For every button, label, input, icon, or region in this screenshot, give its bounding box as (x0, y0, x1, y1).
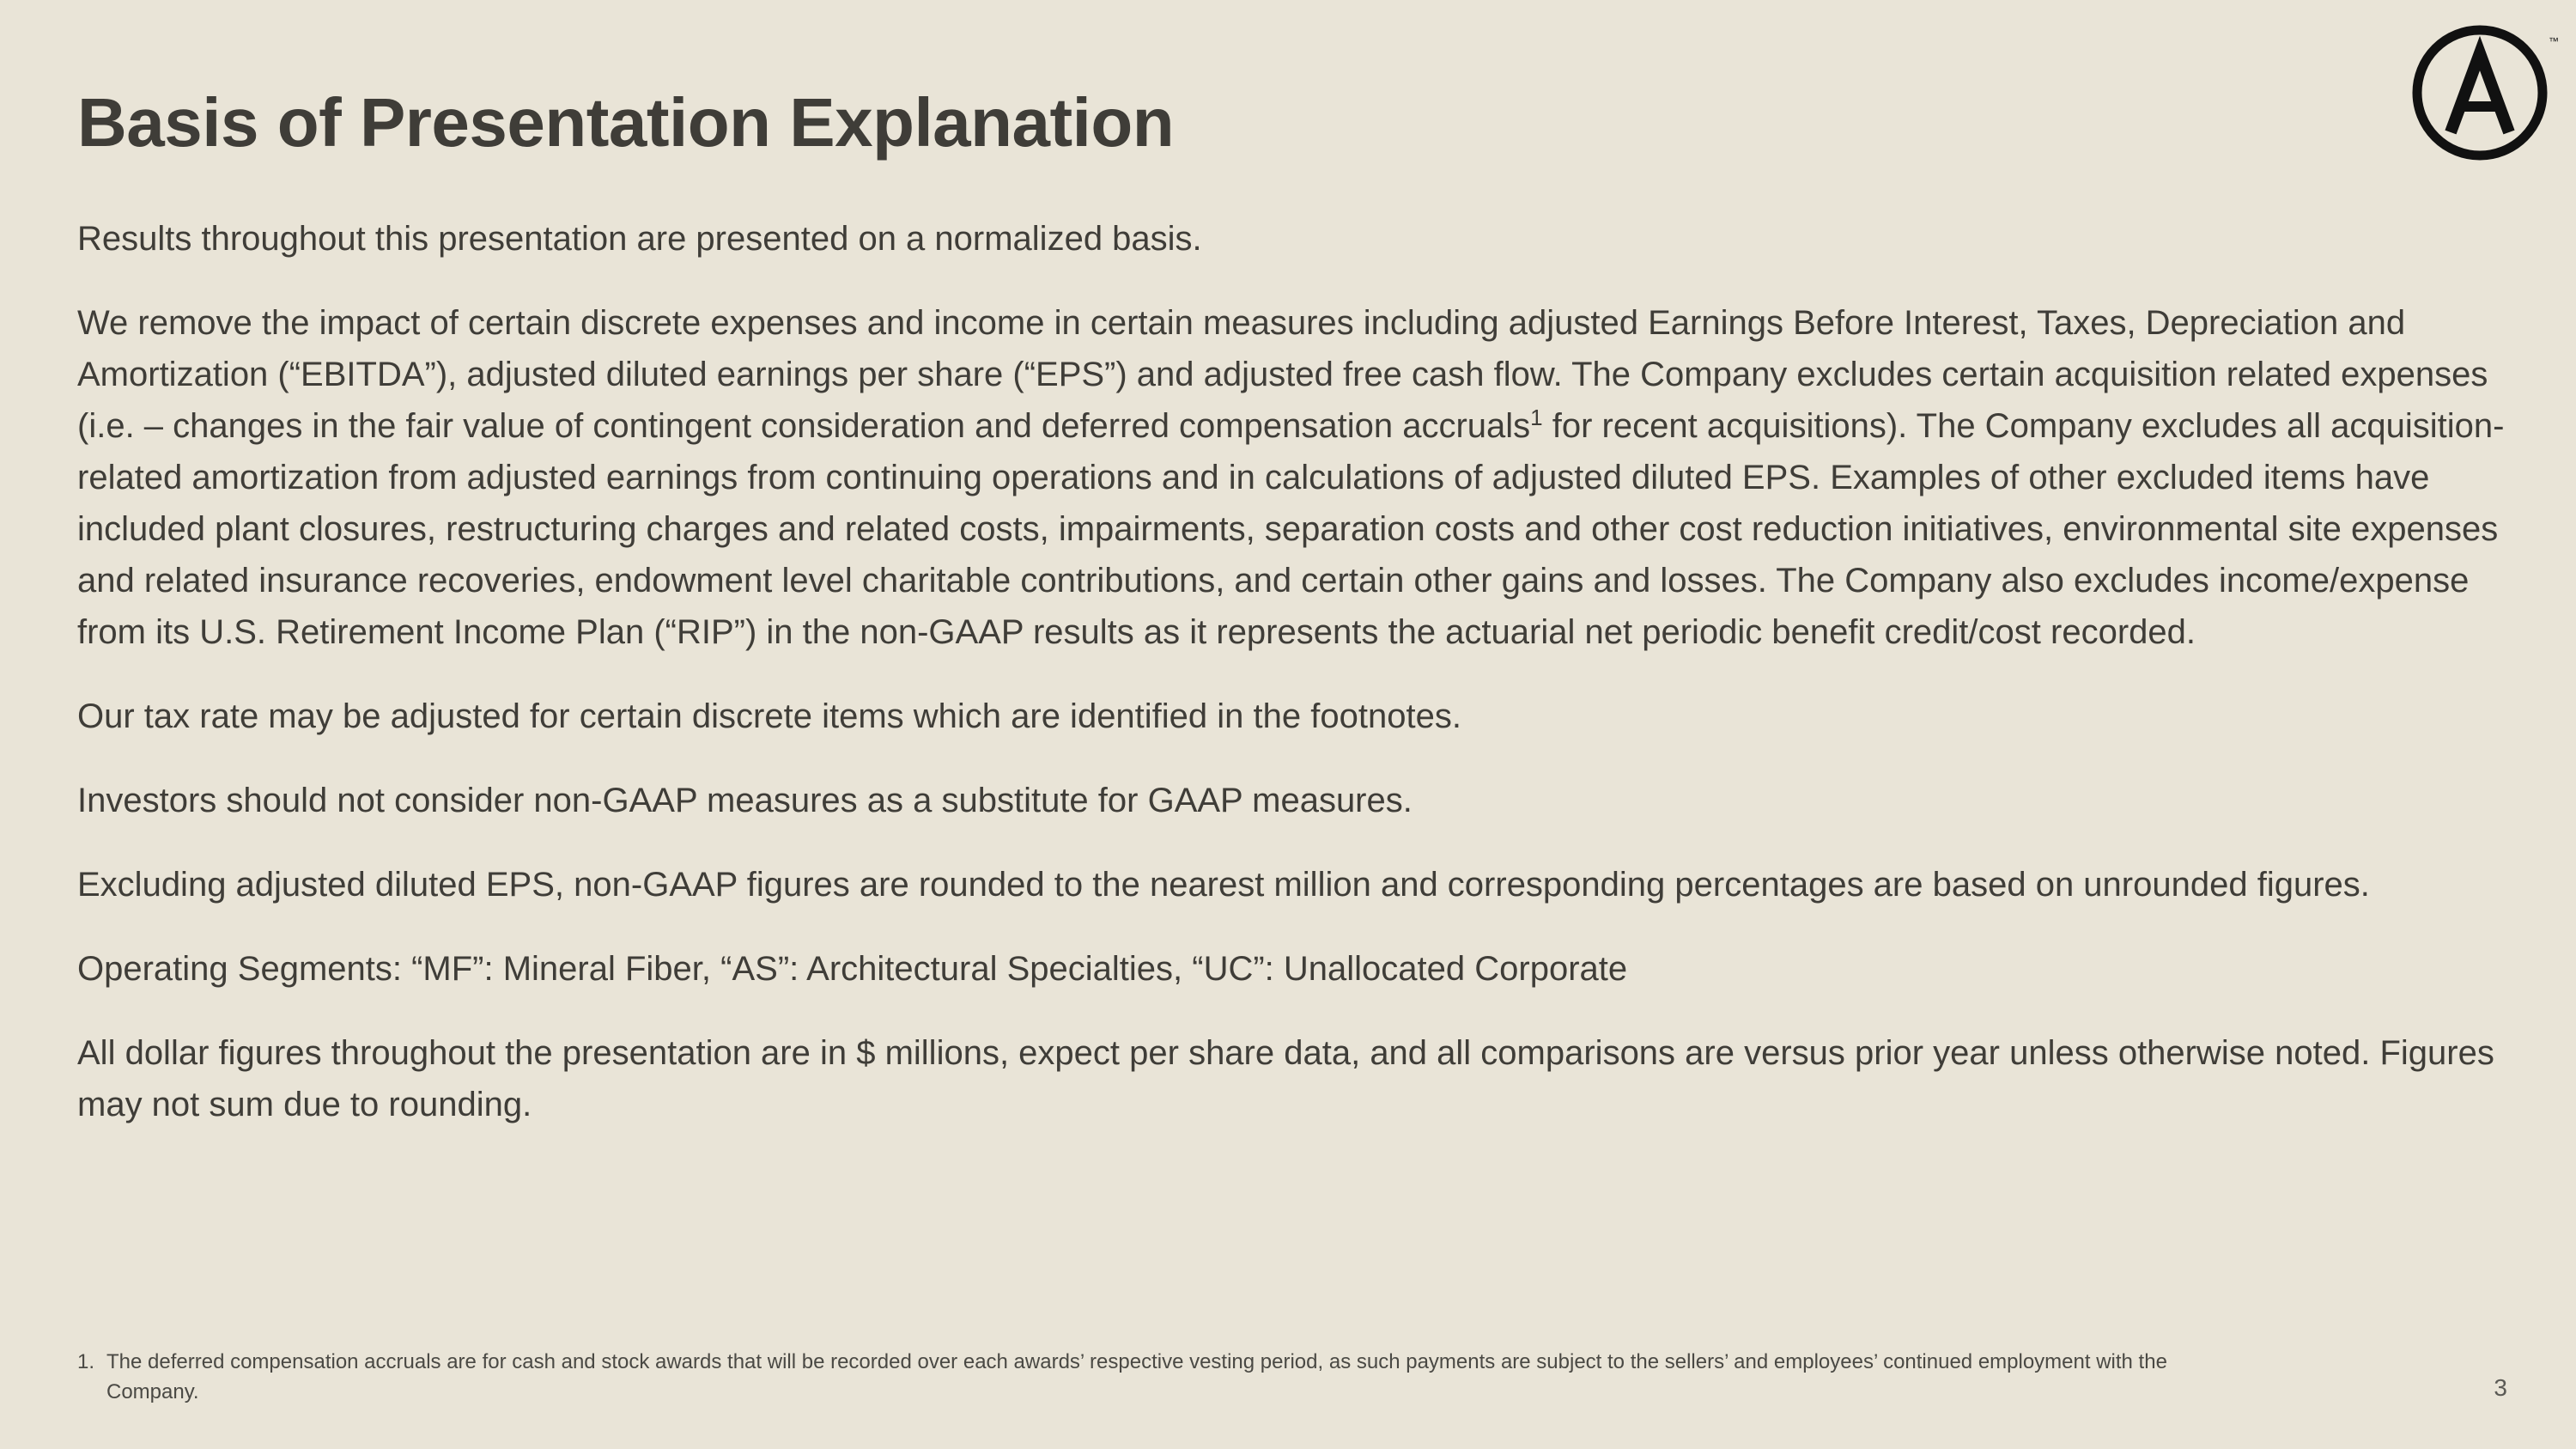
paragraph-excluded-items (77, 297, 2533, 658)
paragraph-operating-segments: Operating Segments: “MF”: Mineral Fiber, “AS”: Architectural Specialties, “UC”: Unallocated Corporate (77, 950, 1628, 988)
logo-trademark: ™ (2549, 35, 2559, 47)
footnote-text: The deferred compensation accruals are for cash and stock awards that will be recorded over each awards’ respective vesting period, as such payments are subject to the sellers’ and employees’ continued employment with the Company. (106, 1350, 2167, 1403)
paragraph-rounding: Excluding adjusted diluted EPS, non-GAAP figures are rounded to the nearest million and corresponding percentages are based on unrounded figures. (77, 866, 2370, 904)
paragraph-normalized-basis: Results throughout this presentation are presented on a normalized basis. (77, 220, 1202, 258)
logo-letter-a (2451, 53, 2509, 132)
footnote (77, 1347, 2241, 1407)
page-number: 3 (2494, 1374, 2507, 1401)
body-content (77, 213, 2533, 1163)
paragraph-dollar-figures: All dollar figures throughout the presentation are in $ millions, expect per share data, and all comparisons are versus prior year unless otherwise noted. Figures may not sum due to rounding. (77, 1034, 2494, 1123)
paragraph-tax-rate: Our tax rate may be adjusted for certain discrete items which are identified in the footnotes. (77, 697, 1461, 735)
footnote-reference: 1 (1530, 405, 1543, 430)
paragraph-excluded-items-part1: We remove the impact of certain discrete expenses and income in certain measures including adjusted Earnings Before Interest, Taxes, Depreciation and Amortization (“EBITDA”), adjusted diluted earnings per share (“EPS”) and adjusted free cash flow. The Company excludes certain acquisition related expenses (i.e. – changes in the fair value of contingent consideration and deferred compensation accruals (77, 304, 2488, 445)
footnote-number: 1. (77, 1350, 95, 1373)
armstrong-circle-a-logo-icon (2411, 19, 2561, 169)
slide-title: Basis of Presentation Explanation (77, 84, 1175, 161)
paragraph-non-gaap-caution: Investors should not consider non-GAAP measures as a substitute for GAAP measures. (77, 782, 1413, 819)
paragraph-excluded-items-part2: for recent acquisitions). The Company excludes all acquisition-related amortization from adjusted earnings from continuing operations and in calculations of adjusted diluted EPS. Examples of other excluded items have included plant closures, restructuring charges and related costs, impairments, separation costs and other cost reduction initiatives, environmental site expenses and related insurance recoveries, endowment level charitable contributions, and certain other gains and losses. The Company also excludes income/expense from its U.S. Retirement Income Plan (“RIP”) in the non-GAAP results as it represents the actuarial net periodic benefit credit/cost recorded. (77, 407, 2505, 651)
